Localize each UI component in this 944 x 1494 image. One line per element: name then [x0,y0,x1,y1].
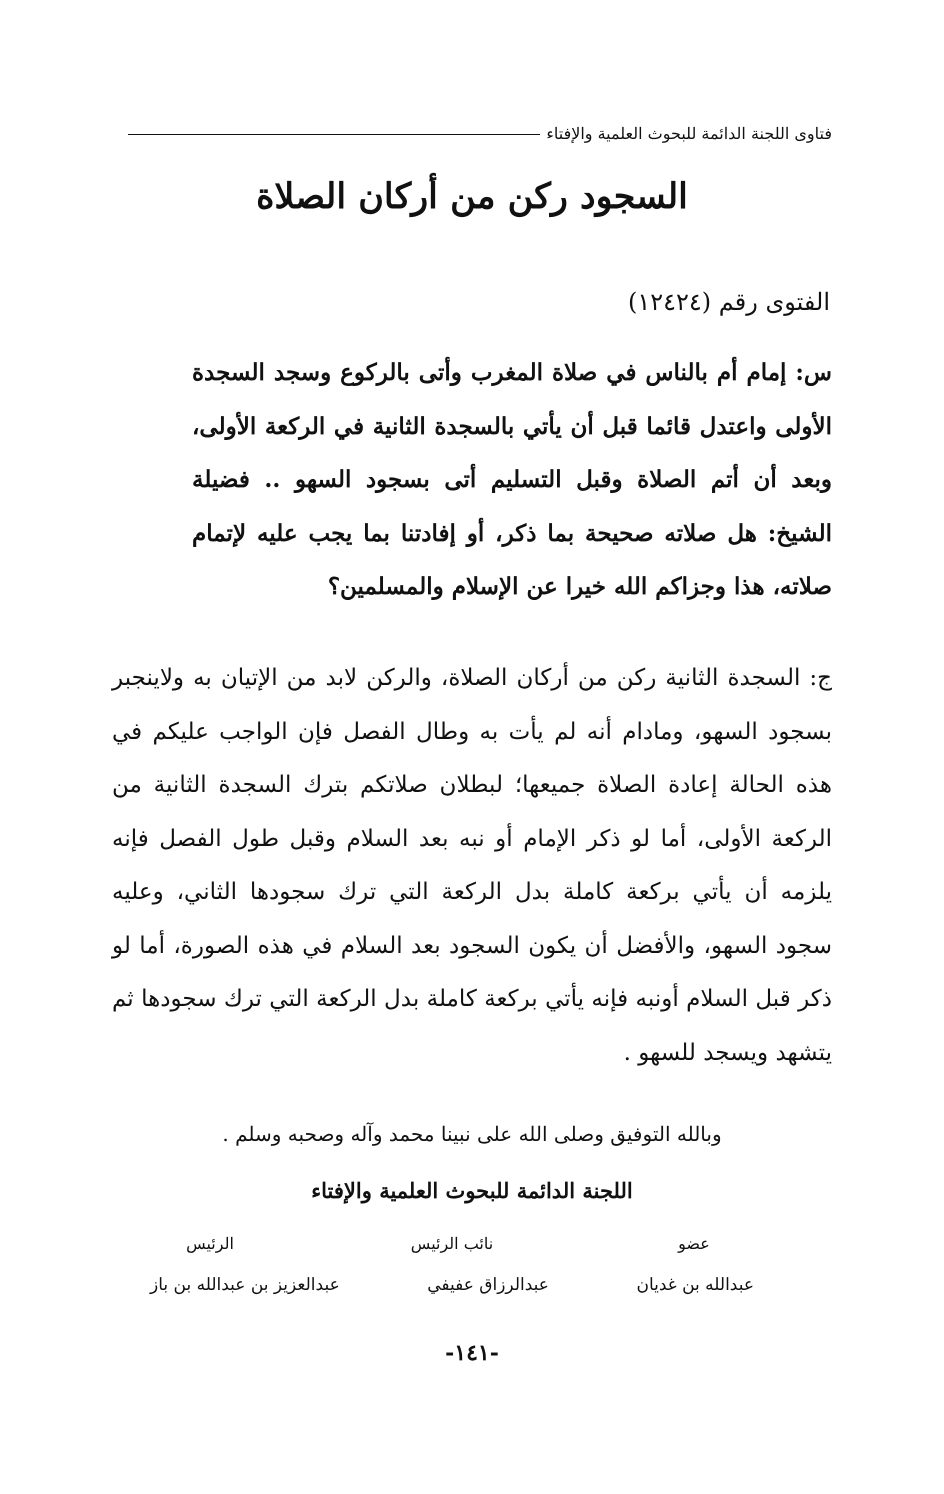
question-paragraph: س: إمام أم بالناس في صلاة المغرب وأتى بالركوع وسجد السجدة الأولى واعتدل قائما قبل أن يأتي بالسجدة الثانية في الركعة الأولى، وبعد أن أتم الصلاة وقبل التسليم أتى بسجود السهو .. فضيلة الشيخ: هل صلاته صحيحة بما ذكر، أو إفادتنا بما يجب عليه لإتمام صلاته، هذا وجزاكم الله خيرا عن الإسلام والمسلمين؟ [192,359,832,600]
closing-line: وبالله التوفيق وصلى الله على نبينا محمد وآله وصحبه وسلم . [222,1122,722,1146]
signatory-roles [150,1234,754,1253]
committee-name: اللجنة الدائمة للبحوث العلمية والإفتاء [311,1178,633,1203]
fatwa-title: السجود ركن من أركان الصلاة [256,176,688,217]
signatory-name: عبدالرزاق عفيفي [427,1275,549,1295]
signatory-role: الرئيس [186,1234,234,1253]
running-header-title: فتاوى اللجنة الدائمة للبحوث العلمية والإفتاء [546,123,832,143]
page-number: -١٤١- [445,1340,499,1366]
signatory-name: عبدالعزيز بن عبدالله بن باز [150,1275,340,1295]
answer-paragraph: ج: السجدة الثانية ركن من أركان الصلاة، والركن لابد من الإتيان به ولاينجبر بسجود السهو، ومادام أنه لم يأت به وطال الفصل فإن الواجب عليكم في هذه الحالة إعادة الصلاة جميعها؛ لبطلان صلاتكم بترك السجدة الثانية من الركعة الأولى، أما لو ذكر الإمام أو نبه بعد السلام وقبل طول الفصل فإنه يلزمه أن يأتي بركعة كاملة بدل الركعة التي ترك سجودها الثاني، وعليه سجود السهو، والأفضل أن يكون السجود بعد السلام في هذه الصورة، أما لو ذكر قبل السلام أونبه فإنه يأتي بركعة كاملة بدل الركعة التي ترك سجودها ثم يتشهد ويسجد للسهو . [112,665,833,1066]
signatory-name: عبدالله بن غديان [636,1275,754,1295]
question-text [192,346,832,614]
running-header [128,118,832,148]
header-rule [128,134,540,135]
answer-text [112,652,832,1080]
signatory-names [150,1275,754,1295]
signatory-role: نائب الرئيس [410,1234,494,1253]
signatory-role: عضو [678,1234,710,1253]
fatwa-number: الفتوى رقم (١٢٤٢٤) [627,288,830,316]
